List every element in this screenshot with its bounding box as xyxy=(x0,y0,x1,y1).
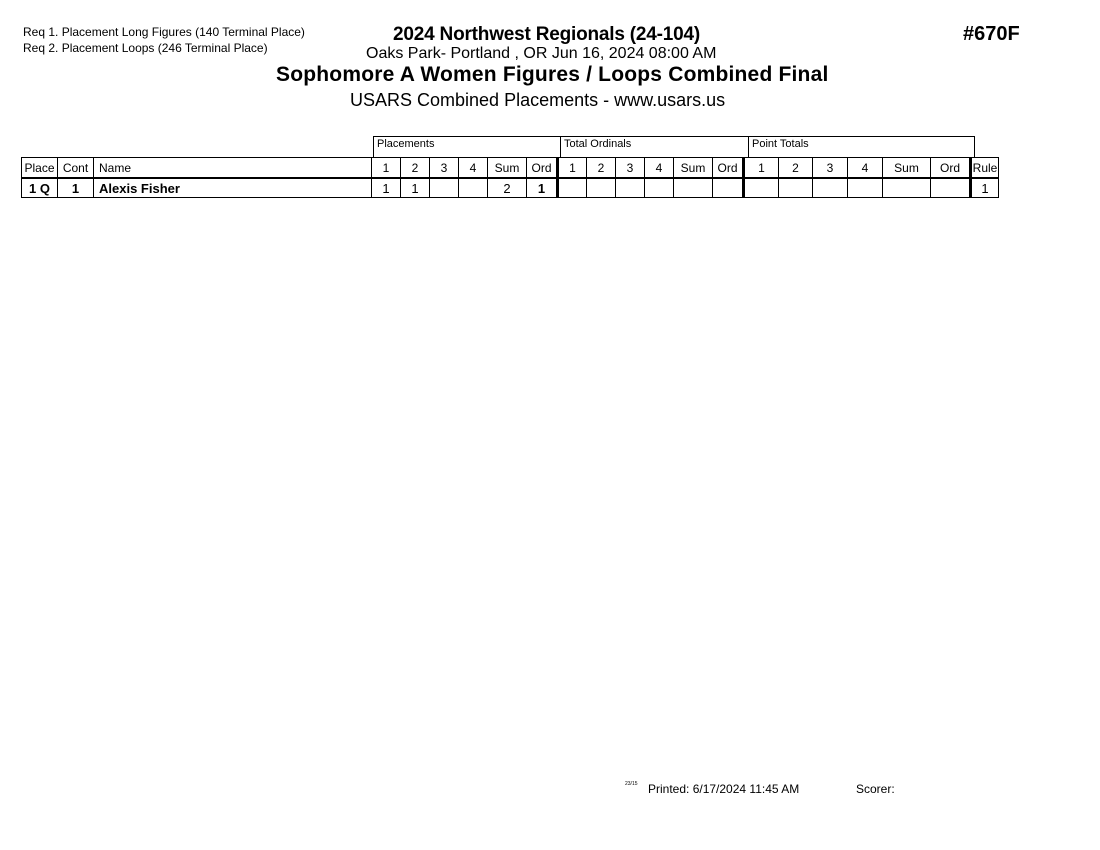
group-total-ordinals: Total Ordinals xyxy=(560,136,749,157)
cell-points-4 xyxy=(847,178,883,198)
cell-total-sum xyxy=(673,178,713,198)
printed-timestamp: Printed: 6/17/2024 11:45 AM xyxy=(648,782,800,796)
cell-total-ord xyxy=(712,178,743,198)
cell-place-sum: 2 xyxy=(487,178,527,198)
cell-total-1 xyxy=(556,178,587,198)
cell-place-2: 1 xyxy=(400,178,430,198)
table-header-row xyxy=(21,157,999,178)
col-points-ord: Ord xyxy=(930,157,970,178)
cell-place-3 xyxy=(429,178,459,198)
cell-place: 1 Q xyxy=(21,178,58,198)
cell-place-4 xyxy=(458,178,488,198)
col-place-4: 4 xyxy=(458,157,488,178)
col-place-1: 1 xyxy=(371,157,401,178)
col-total-1: 1 xyxy=(556,157,587,178)
cell-rule: 1 xyxy=(969,178,999,198)
col-total-sum: Sum xyxy=(673,157,713,178)
group-point-totals: Point Totals xyxy=(748,136,975,157)
col-points-2: 2 xyxy=(778,157,813,178)
cell-cont: 1 xyxy=(57,178,94,198)
col-place-3: 3 xyxy=(429,157,459,178)
cell-place-1: 1 xyxy=(371,178,401,198)
col-name: Name xyxy=(93,157,372,178)
col-total-3: 3 xyxy=(615,157,645,178)
cell-points-2 xyxy=(778,178,813,198)
cell-total-2 xyxy=(586,178,616,198)
page-title: Sophomore A Women Figures / Loops Combined Final xyxy=(276,63,829,86)
col-total-2: 2 xyxy=(586,157,616,178)
cell-points-1 xyxy=(742,178,779,198)
footer-code: 23/15 xyxy=(625,781,638,787)
cell-points-sum xyxy=(882,178,931,198)
col-total-4: 4 xyxy=(644,157,674,178)
col-place-2: 2 xyxy=(400,157,430,178)
col-total-ord: Ord xyxy=(712,157,743,178)
cell-total-4 xyxy=(644,178,674,198)
col-points-4: 4 xyxy=(847,157,883,178)
cell-place-ord: 1 xyxy=(526,178,557,198)
event-id: #670F xyxy=(963,23,1020,45)
col-place-sum: Sum xyxy=(487,157,527,178)
col-place-ord: Ord xyxy=(526,157,557,178)
event-title: 2024 Northwest Regionals (24-104) xyxy=(393,24,701,45)
scorer-label: Scorer: xyxy=(856,782,895,796)
col-points-3: 3 xyxy=(812,157,848,178)
cell-name: Alexis Fisher xyxy=(93,178,372,198)
event-location-date: Oaks Park- Portland , OR Jun 16, 2024 08:00 AM xyxy=(366,45,717,62)
requirement-1: Req 1. Placement Long Figures (140 Terminal Place) xyxy=(23,25,305,39)
cell-points-ord xyxy=(930,178,970,198)
group-placements: Placements xyxy=(373,136,561,157)
col-points-sum: Sum xyxy=(882,157,931,178)
requirement-2: Req 2. Placement Loops (246 Terminal Place) xyxy=(23,41,268,55)
table-row xyxy=(21,178,999,198)
col-place: Place xyxy=(21,157,58,178)
cell-total-3 xyxy=(615,178,645,198)
page-subtitle: USARS Combined Placements - www.usars.us xyxy=(350,90,726,110)
col-cont: Cont xyxy=(57,157,94,178)
cell-points-3 xyxy=(812,178,848,198)
col-rule: Rule xyxy=(969,157,999,178)
col-points-1: 1 xyxy=(742,157,779,178)
